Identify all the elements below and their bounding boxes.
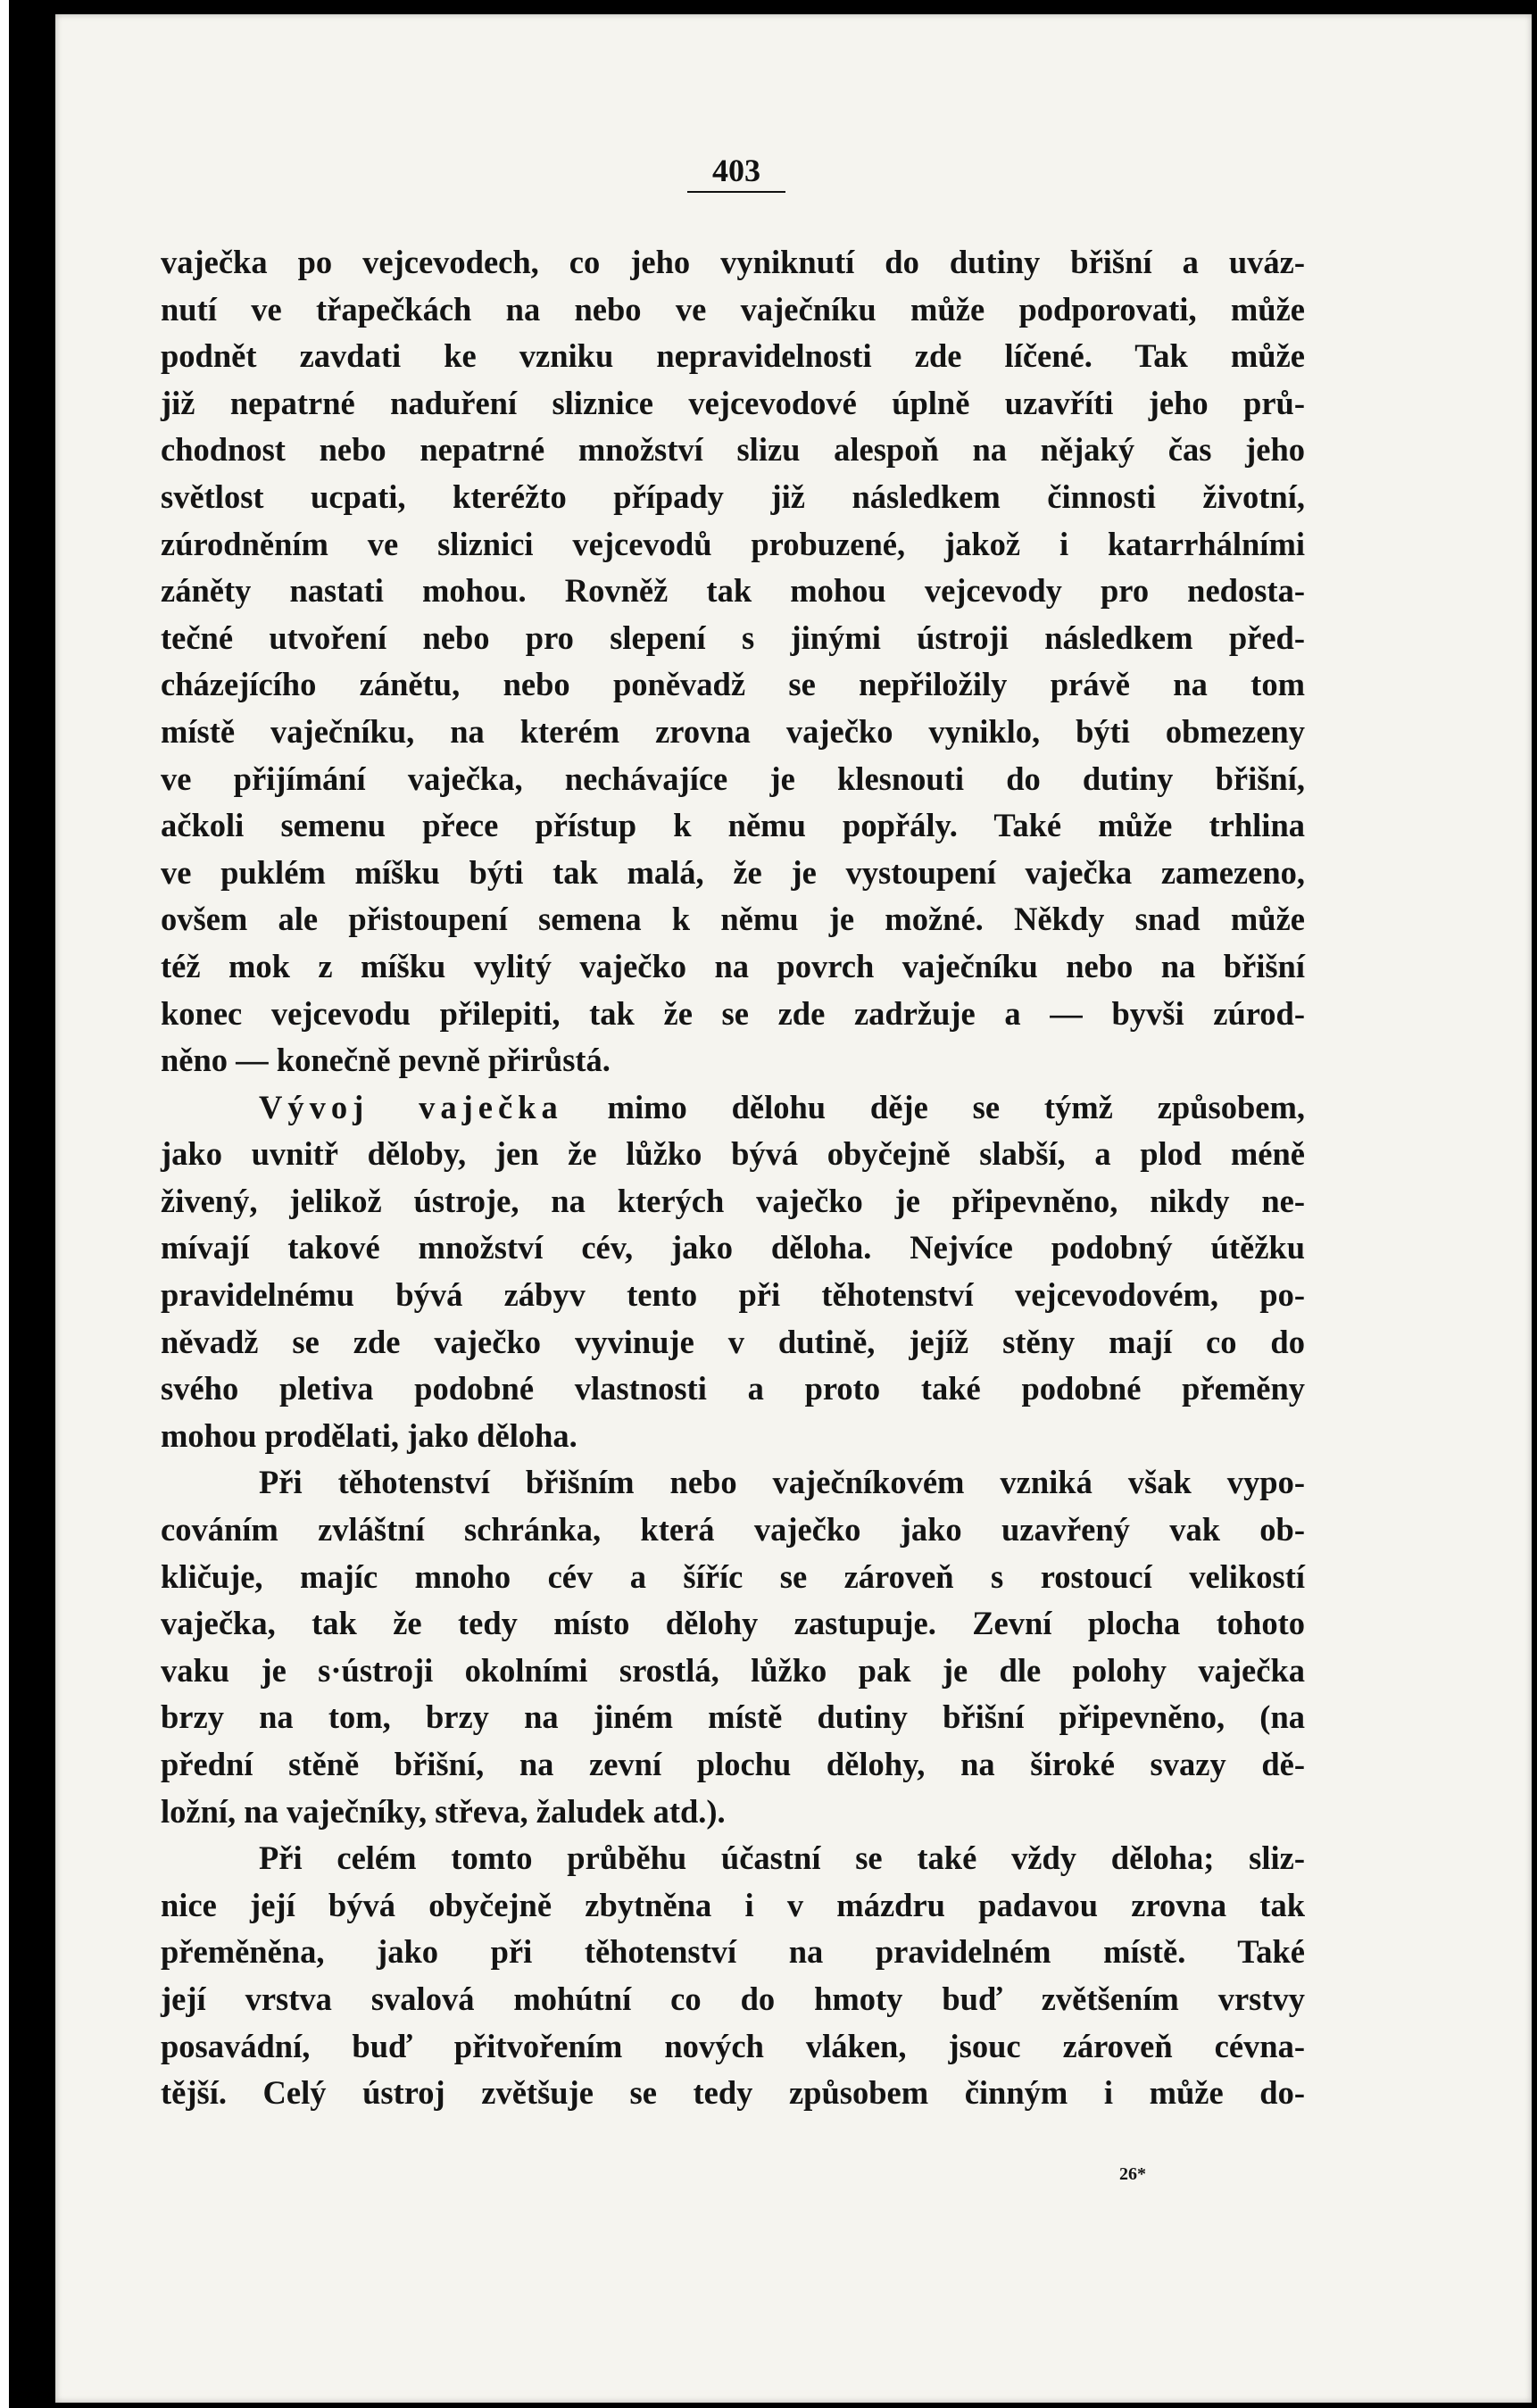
- text-line: cováním zvláštní schránka, která vaječko jako uzavřený vak ob-: [161, 1511, 1305, 1549]
- text-line: brzy na tom, brzy na jiném místě dutiny břišní připevněno, (na: [161, 1698, 1305, 1736]
- text-line: mívají takové množství cév, jako děloha. Nejvíce podobný útěžku: [161, 1229, 1305, 1266]
- text-line: něno — konečně pevně přirůstá.: [161, 1042, 611, 1079]
- text-line: konec vejcevodu přilepiti, tak že se zde zadržuje a — byvši zúrod-: [161, 994, 1305, 1032]
- text-line: záněty nastati mohou. Rovněž tak mohou vejcevody pro nedosta-: [161, 572, 1305, 610]
- text-line: její vrstva svalová mohútní co do hmoty buď zvětšením vrstvy: [161, 1980, 1305, 2017]
- text-line: mohou prodělati, jako děloha.: [161, 1416, 577, 1454]
- paragraph-first-line: Při celém tomto průběhu účastní se také vždy děloha; sliz-: [259, 1839, 1305, 1877]
- text-line: nice její bývá obyčejně zbytněna i v mázdru padavou zrovna tak: [161, 1886, 1305, 1923]
- text-line: již nepatrné naduření sliznice vejcevodové úplně uzavříti jeho prů-: [161, 384, 1305, 421]
- text-line: světlost ucpati, kteréžto případy již následkem činnosti životní,: [161, 477, 1305, 515]
- text-line: kličuje, majíc mnoho cév a šíříc se zároveň s rostoucí velikostí: [161, 1557, 1305, 1595]
- left-margin-strip: [0, 0, 9, 2408]
- text-line: podnět zavdati ke vzniku nepravidelnosti zde líčené. Tak může: [161, 337, 1305, 375]
- text-line: vaječka po vejcevodech, co jeho vyniknutí do dutiny břišní a uváz-: [161, 244, 1305, 280]
- text-line: vaku je s·ústroji okolními srostlá, lůžko pak je dle polohy vaječka: [161, 1651, 1305, 1689]
- page-number: 403: [687, 152, 785, 193]
- spaced-emphasis: Vývoj vaječka: [259, 1088, 563, 1125]
- text-line: místě vaječníku, na kterém zrovna vaječko vyniklo, býti obmezeny: [161, 712, 1305, 750]
- text-line: ve puklém míšku býti tak malá, že je vystoupení vaječka zamezeno,: [161, 853, 1305, 891]
- text-line: též mok z míšku vylitý vaječko na povrch vaječníku nebo na břišní: [161, 947, 1305, 984]
- text-line: chodnost nebo nepatrné množství slizu alespoň na nějaký čas jeho: [161, 431, 1305, 469]
- text-line: vaječka, tak že tedy místo dělohy zastupuje. Zevní plocha tohoto: [161, 1605, 1305, 1642]
- page-body-text: [161, 239, 1305, 2117]
- text-line: svého pletiva podobné vlastnosti a proto také podobné přeměny: [161, 1370, 1305, 1407]
- signature-mark: 26*: [1119, 2164, 1146, 2184]
- text-line: zúrodněním ve sliznici vejcevodů probuzené, jakož i katarrhálními: [161, 525, 1305, 562]
- text-fragment: mimo dělohu děje se týmž způsobem,: [562, 1088, 1305, 1125]
- text-line: něvadž se zde vaječko vyvinuje v dutině, jejíž stěny mají co do: [161, 1323, 1305, 1360]
- text-line: přední stěně břišní, na zevní plochu dělohy, na široké svazy dě-: [161, 1746, 1305, 1782]
- text-line: cházejícího zánětu, nebo poněvadž se nepřiložily právě na tom: [161, 666, 1305, 703]
- text-line: ložní, na vaječníky, střeva, žaludek atd.).: [161, 1792, 726, 1830]
- text-line: tější. Celý ústroj zvětšuje se tedy způsobem činným i může do-: [161, 2074, 1305, 2112]
- text-line: přeměněna, jako při těhotenství na pravidelném místě. Také: [161, 1933, 1305, 1971]
- text-line: tečné utvoření nebo pro slepení s jinými ústroji následkem před-: [161, 619, 1305, 656]
- text-line: živený, jelikož ústroje, na kterých vaječko je připevněno, nikdy ne-: [161, 1182, 1305, 1219]
- text-line: nutí ve třapečkách na nebo ve vaječníku může podporovati, může: [161, 290, 1305, 328]
- text-line: pravidelnému bývá zábyv tento při těhotenství vejcevodovém, po-: [161, 1276, 1305, 1314]
- text-line: jako uvnitř děloby, jen že lůžko bývá obyčejně slabší, a plod méně: [161, 1135, 1305, 1173]
- text-line: ačkoli semenu přece přístup k němu popřály. Také může trhlina: [161, 807, 1305, 844]
- text-line: posavádní, buď přitvořením nových vláken, jsouc zároveň cévna-: [161, 2027, 1305, 2064]
- paragraph-first-line: Při těhotenství břišním nebo vaječníkovém vzniká však vypo-: [259, 1464, 1305, 1501]
- text-line: ve přijímání vaječka, nechávajíce je klesnouti do dutiny břišní,: [161, 760, 1305, 797]
- text-line: ovšem ale přistoupení semena k němu je možné. Někdy snad může: [161, 901, 1305, 938]
- paragraph-first-line: [161, 1084, 1305, 1132]
